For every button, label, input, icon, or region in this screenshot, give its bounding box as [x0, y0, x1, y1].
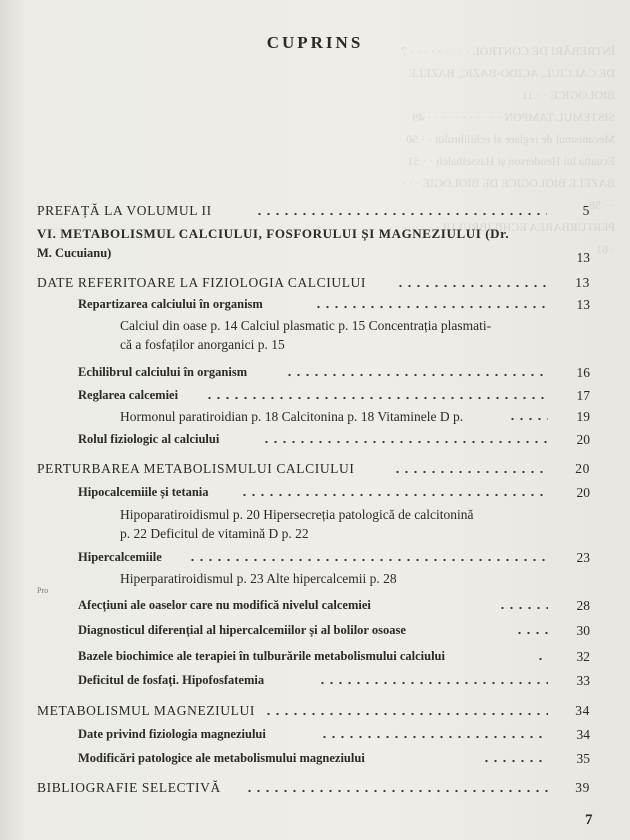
- leader-dots: [255, 212, 547, 216]
- toc-entry-label: Bazele biochimice ale terapiei în tulburările metabolismului calciului: [78, 649, 445, 663]
- toc-entry-label: Diagnosticul diferențial al hipercalcemiilor și al bolilor osoase: [78, 623, 406, 637]
- page-number: 16: [576, 365, 590, 380]
- leader-dots: [482, 759, 548, 763]
- page-number: 23: [576, 550, 590, 565]
- toc-entry-label: Reglarea calcemiei: [78, 388, 179, 402]
- leader-dots: [188, 558, 548, 562]
- page-number: 20: [576, 485, 590, 500]
- page-number: 20: [575, 461, 590, 476]
- toc-subentries-cont: că a fosfaților anorganici p. 15: [120, 337, 285, 352]
- folio-page-number: 7: [585, 812, 593, 828]
- toc-entry-label: Hormonul paratiroidian p. 18 Calcitonina p. 18 Vitaminele D p.: [120, 409, 464, 424]
- leader-dots: [314, 305, 548, 309]
- toc-entry-label: Modificări patologice ale metabolismului magneziului: [78, 751, 365, 765]
- toc-entry-label: PREFAȚĂ LA VOLUMUL II: [37, 203, 212, 218]
- toc-entry-label: Hipercalcemiile: [78, 550, 162, 564]
- page-number: 13: [576, 297, 590, 312]
- leader-dots: [508, 417, 548, 421]
- page-number: 20: [576, 432, 590, 447]
- toc-subentries-cont: p. 22 Deficitul de vitamină D p. 22: [120, 526, 309, 541]
- toc-entry-label: Echilibrul calciului în organism: [78, 365, 248, 379]
- page-number: 39: [575, 780, 590, 795]
- bleed-through-text: ÎNTREBĂRI DE CONTROL · · · · · · · · · 7 DE CALCIUL, ACIDO-BAZIC, BAZELE BIOLOGICE · · 11 SISTEMUL TAMPON · · · · · · · · · · · 49 Mecanismul de reglare al echilibrului · · 50 Ecuația lui Henderson și Hasselbalch · · 51 BAZELE BIOLOGICE DE BIOLOGIE · · · · · 58 PERTURBAREA ECHILIBRULUI · · · · · · · 61: [400, 44, 615, 256]
- page-number: 33: [576, 673, 590, 688]
- leader-dots: [240, 493, 548, 497]
- leader-dots: [320, 735, 548, 739]
- toc-subentries: Hiperparatiroidismul p. 23 Alte hipercalcemii p. 28: [120, 571, 397, 586]
- leader-dots: [318, 681, 548, 685]
- toc-entry-label: Hipocalcemiile și tetania: [78, 485, 209, 499]
- toc-entry-label: VI. METABOLISMUL CALCIULUI, FOSFORULUI ȘI MAGNEZIULUI (Dr.: [37, 226, 510, 241]
- page-number: 5: [582, 203, 590, 218]
- leader-dots: [285, 373, 548, 377]
- toc-entry-label: METABOLISMUL MAGNEZIULUI: [37, 703, 255, 718]
- page-number: 13: [575, 275, 590, 290]
- page-number: 34: [575, 703, 590, 718]
- toc-entry-label: PERTURBAREA METABOLISMULUI CALCIULUI: [37, 461, 355, 476]
- toc-entry-label: Afecțiuni ale oaselor care nu modifică nivelul calcemiei: [78, 598, 371, 612]
- toc-entry-label: BIBLIOGRAFIE SELECTIVĂ: [37, 780, 221, 795]
- leader-dots: [515, 631, 548, 635]
- stray-mark: Pro: [37, 586, 49, 595]
- toc-entry-label: Date privind fiziologia magneziului: [78, 727, 266, 741]
- page-title: CUPRINS: [266, 33, 364, 52]
- page-number: 28: [576, 598, 590, 613]
- leader-dots: [262, 440, 548, 444]
- page-number: 34: [576, 727, 590, 742]
- toc-entry-label: DATE REFERITOARE LA FIZIOLOGIA CALCIULUI: [37, 275, 366, 290]
- toc-entry-label: Repartizarea calciului în organism: [78, 297, 263, 311]
- leader-dots: [205, 396, 548, 400]
- page-number: 30: [576, 623, 590, 638]
- toc-entry-label: Rolul fiziologic al calciului: [78, 432, 220, 446]
- leader-dots: [396, 284, 548, 288]
- toc-subentries: Hipoparatiroidismul p. 20 Hipersecreția patologică de calcitonină: [120, 507, 474, 522]
- page-number: 13: [576, 250, 590, 265]
- page-number: 35: [576, 751, 590, 766]
- leader-dots: [245, 789, 548, 793]
- toc-entry-label-cont: M. Cucuianu): [37, 246, 112, 260]
- leader-dots: [536, 657, 548, 661]
- page-number: 19: [576, 409, 590, 424]
- toc-subentries: Calciul din oase p. 14 Calciul plasmatic p. 15 Concentrația plasmati-: [120, 318, 492, 333]
- leader-dots: [393, 470, 548, 474]
- page-number: 32: [576, 649, 590, 664]
- leader-dots: [264, 712, 548, 716]
- page-number: 17: [576, 388, 590, 403]
- toc-entry-label: Deficitul de fosfați. Hipofosfatemia: [78, 673, 265, 687]
- leader-dots: [498, 606, 548, 610]
